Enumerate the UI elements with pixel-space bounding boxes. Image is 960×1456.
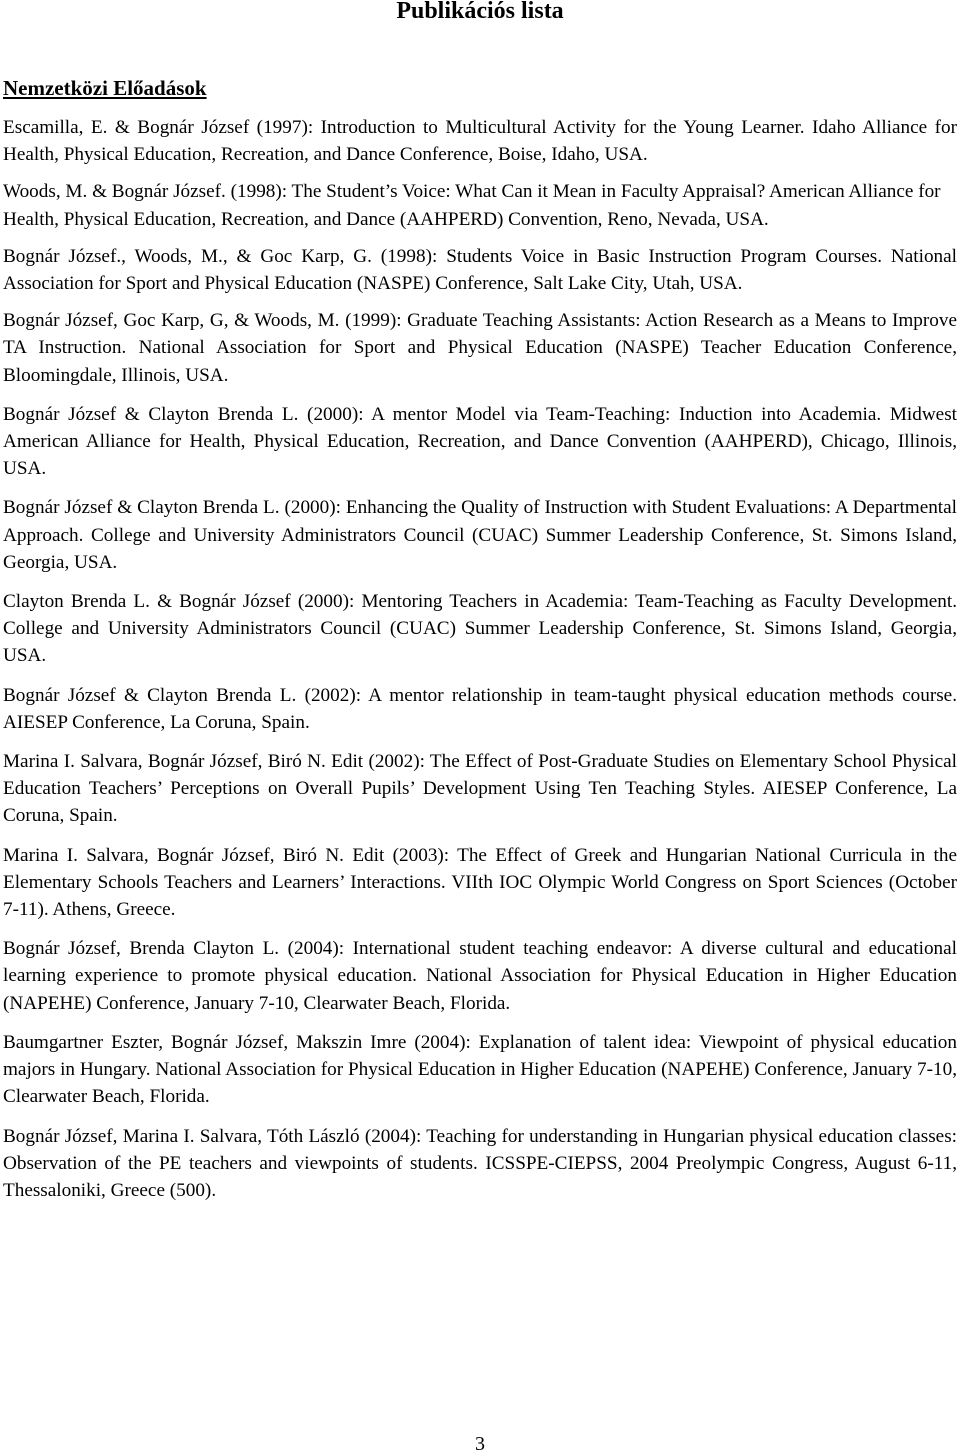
publication-entry: Marina I. Salvara, Bognár József, Biró N. Edit (2002): The Effect of Post-Graduate Studies on Elementary School Physical Education Teachers’ Perceptions on Overall Pupils’ Development Using Ten Teaching Styles. AIESEP Conference, La Coruna, Spain.: [3, 751, 957, 827]
publication-entry: Escamilla, E. & Bognár József (1997): Introduction to Multicultural Activity for the Young Learner. Idaho Alliance for Health, Physical Education, Recreation, and Dance Conference, Boise, Idaho, USA.: [3, 117, 957, 166]
page-title: Publikációs lista: [396, 0, 564, 24]
publication-entry: Bognár József & Clayton Brenda L. (2002): A mentor relationship in team-taught physical education methods course. AIESEP Conference, La Coruna, Spain.: [3, 684, 957, 733]
publication-entry: Bognár József & Clayton Brenda L. (2000): A mentor Model via Team-Teaching: Induction into Academia. Midwest American Alliance for Health, Physical Education, Recreation, and Dance Convention (AAHPERD), Chicago, Illinois, USA.: [3, 403, 957, 480]
page-number: 3: [475, 1433, 485, 1455]
publication-entry: Clayton Brenda L. & Bognár József (2000): Mentoring Teachers in Academia: Team-Teaching as Faculty Development. College and University Administrators Council (CUAC) Summer Leadership Conference, St. Simons Island, Georgia, USA.: [3, 591, 957, 667]
publication-list: [3, 114, 957, 1204]
publication-entry: Marina I. Salvara, Bognár József, Biró N. Edit (2003): The Effect of Greek and Hungarian National Curricula in the Elementary Schools Teachers and Learners’ Interactions. VIIth IOC Olympic World Congress on Sport Sciences (October 7-11). Athens, Greece.: [3, 844, 957, 921]
publication-entry: Woods, M. & Bognár József. (1998): The Student’s Voice: What Can it Mean in Faculty Appraisal? American Alliance for Health, Physical Education, Recreation, and Dance (AAHPERD) Convention, Reno, Nevada, USA.: [3, 181, 941, 230]
publication-entry: Bognár József, Brenda Clayton L. (2004): International student teaching endeavor: A diverse cultural and educational learning experience to promote physical education. National Association for Physical Education in Higher Education (NAPEHE) Conference, January 7-10, Clearwater Beach, Florida.: [3, 938, 957, 1014]
section-heading: Nemzetközi Előadások: [3, 76, 207, 100]
publication-entry: Bognár József & Clayton Brenda L. (2000): Enhancing the Quality of Instruction with Student Evaluations: A Departmental Approach. College and University Administrators Council (CUAC) Summer Leadership Conference, St. Simons Island, Georgia, USA.: [3, 497, 957, 573]
publication-entry: Bognár József., Woods, M., & Goc Karp, G. (1998): Students Voice in Basic Instruction Program Courses. National Association for Sport and Physical Education (NASPE) Conference, Salt Lake City, Utah, USA.: [3, 245, 957, 295]
publication-entry: Bognár József, Goc Karp, G, & Woods, M. (1999): Graduate Teaching Assistants: Action Research as a Means to Improve TA Instruction. National Association for Sport and Physical Education (NASPE) Teacher Education Conference, Bloomingdale, Illinois, USA.: [3, 310, 957, 386]
publication-entry: Baumgartner Eszter, Bognár József, Makszin Imre (2004): Explanation of talent idea: Viewpoint of physical education majors in Hungary. National Association for Physical Education in Higher Education (NAPEHE) Conference, January 7-10, Clearwater Beach, Florida.: [3, 1031, 957, 1108]
publication-entry: Bognár József, Marina I. Salvara, Tóth László (2004): Teaching for understanding in Hungarian physical education classes: Observation of the PE teachers and viewpoints of students. ICSSPE-CIEPSS, 2004 Preolympic Congress, August 6-11, Thessaloniki, Greece (500).: [3, 1125, 957, 1201]
